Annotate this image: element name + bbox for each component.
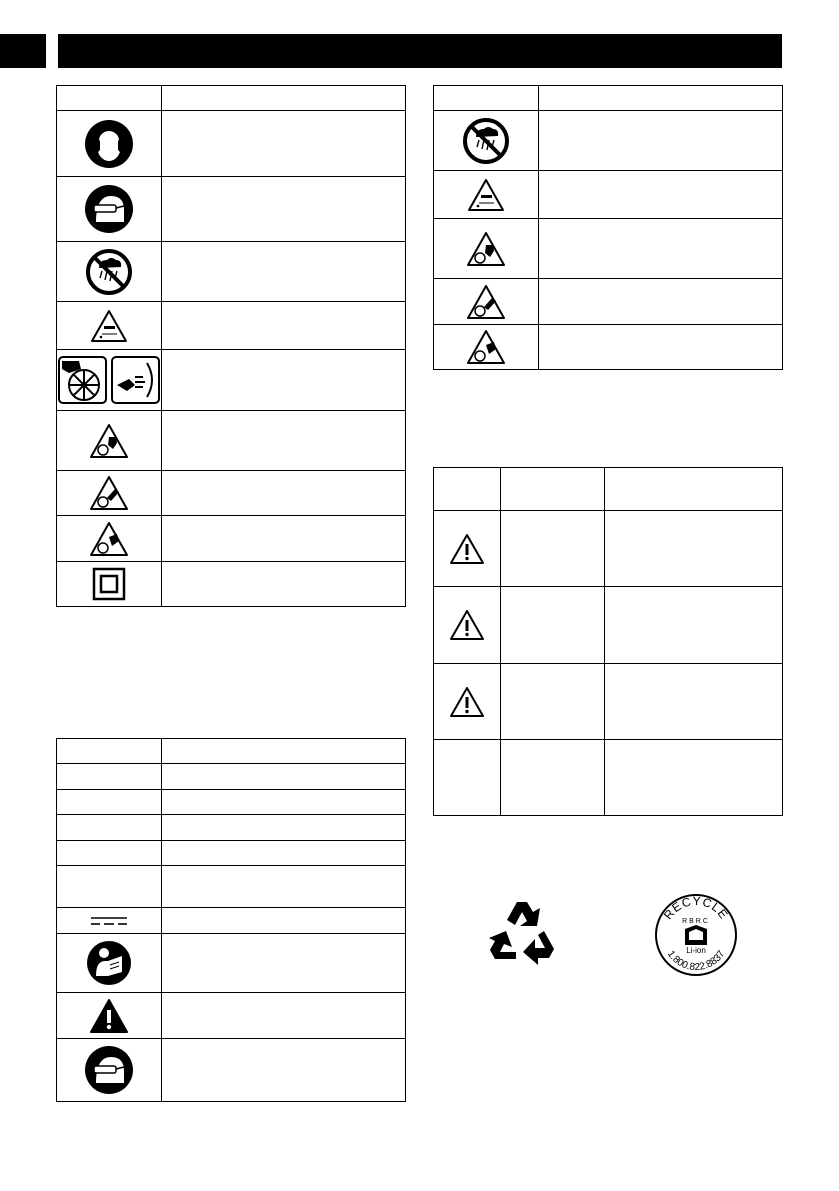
symbol-cell [434, 664, 501, 740]
symbol-cell [57, 790, 162, 815]
symbol-cell [57, 111, 162, 177]
table-row [434, 219, 783, 279]
table-row [434, 511, 783, 587]
table-header-row [57, 86, 406, 111]
symbol-cell [434, 587, 501, 664]
signal-words-table [433, 467, 783, 816]
warning-triangle-icon [449, 609, 485, 641]
blade-hand-hazard-icon [89, 475, 129, 511]
meaning-cell [539, 111, 783, 171]
eye-protection-icon [84, 184, 134, 234]
thrown-objects-distance-icon [90, 309, 128, 343]
meaning-cell [162, 934, 406, 993]
right-symbols-table [433, 85, 783, 370]
direct-current-icon [89, 916, 129, 926]
meaning-cell [162, 411, 406, 471]
safety-alert-icon [89, 998, 129, 1034]
rbrc-center-text: Li-ion [686, 946, 706, 955]
meaning-cell [162, 516, 406, 562]
symbol-cell [57, 562, 162, 607]
table-header-row [434, 468, 783, 511]
left-symbols-table [56, 85, 406, 607]
symbol-cell [57, 242, 162, 302]
signal-word-cell [501, 511, 605, 587]
table-row [57, 411, 406, 471]
table-row [434, 664, 783, 740]
symbol-cell [57, 908, 162, 934]
no-rain-icon [462, 117, 510, 165]
meaning-cell [162, 562, 406, 607]
meaning-cell [162, 790, 406, 815]
table-row [57, 242, 406, 302]
warning-triangle-icon [449, 686, 485, 718]
read-manual-icon [86, 940, 132, 986]
page-tab-marker [0, 34, 46, 68]
header-cell-meaning [162, 86, 406, 111]
header-cell-meaning [539, 86, 783, 111]
meaning-cell [539, 219, 783, 279]
rbrc-recycle-seal [654, 893, 738, 977]
header-cell-symbol [434, 86, 539, 111]
symbol-cell [57, 411, 162, 471]
units-table [56, 738, 406, 1102]
symbol-cell [434, 219, 539, 279]
header-cell-symbol [57, 739, 162, 764]
symbol-cell [57, 993, 162, 1039]
symbol-cell [434, 111, 539, 171]
no-rain-icon [85, 248, 133, 296]
table-row [57, 908, 406, 934]
table-row [57, 815, 406, 841]
symbol-cell [57, 934, 162, 993]
table-row [57, 790, 406, 815]
symbol-cell [434, 511, 501, 587]
table-header-row [434, 86, 783, 111]
table-row [434, 740, 783, 816]
signal-meaning-cell [605, 664, 783, 740]
symbol-cell [57, 516, 162, 562]
meaning-cell [162, 866, 406, 908]
table-row [434, 325, 783, 370]
signal-meaning-cell [605, 740, 783, 816]
fan-blade-hazard-icons [57, 355, 161, 405]
symbol-cell [434, 740, 501, 816]
meaning-cell [539, 171, 783, 219]
symbol-cell [57, 866, 162, 908]
table-row [434, 111, 783, 171]
blade-foot-hazard-icon [89, 521, 129, 557]
meaning-cell [162, 908, 406, 934]
eye-protection-icon [84, 1045, 134, 1095]
recycle-arrows-icon [480, 893, 562, 973]
table-row [434, 587, 783, 664]
symbol-cell [57, 177, 162, 242]
table-row [57, 1039, 406, 1102]
signal-meaning-cell [605, 511, 783, 587]
meaning-cell [162, 471, 406, 516]
table-row [57, 516, 406, 562]
meaning-cell [162, 302, 406, 350]
table-row [57, 471, 406, 516]
header-cell-signal [501, 468, 605, 511]
blade-hand-hazard-icon [466, 284, 506, 320]
table-row [434, 279, 783, 325]
thrown-objects-distance-icon [467, 178, 505, 212]
table-row [57, 993, 406, 1039]
meaning-cell [162, 841, 406, 866]
table-row [57, 841, 406, 866]
table-header-row [57, 739, 406, 764]
table-row [57, 562, 406, 607]
rbrc-middle-text: RBRC [682, 918, 710, 925]
meaning-cell [162, 993, 406, 1039]
meaning-cell [539, 279, 783, 325]
header-cell-symbol [57, 86, 162, 111]
symbol-cell [57, 841, 162, 866]
symbol-cell [434, 171, 539, 219]
symbol-cell [57, 471, 162, 516]
table-row [57, 111, 406, 177]
blade-body-hazard-icon [89, 423, 129, 459]
table-row [57, 764, 406, 790]
signal-word-cell [501, 740, 605, 816]
meaning-cell [162, 764, 406, 790]
symbol-cell [57, 302, 162, 350]
double-insulation-icon [92, 567, 126, 601]
header-cell-symbol [434, 468, 501, 511]
meaning-cell [539, 325, 783, 370]
blade-body-hazard-icon [466, 231, 506, 267]
warning-triangle-icon [449, 533, 485, 565]
blade-foot-hazard-icon [466, 329, 506, 365]
table-row [57, 934, 406, 993]
signal-word-cell [501, 664, 605, 740]
meaning-cell [162, 242, 406, 302]
signal-meaning-cell [605, 587, 783, 664]
table-row [57, 866, 406, 908]
table-row [57, 302, 406, 350]
header-cell-meaning [162, 739, 406, 764]
symbol-cell [434, 325, 539, 370]
meaning-cell [162, 111, 406, 177]
symbol-cell [57, 350, 162, 411]
rbrc-bottom-text: 1.800.822.8837 [664, 948, 728, 974]
table-row [57, 350, 406, 411]
meaning-cell [162, 1039, 406, 1102]
header-cell-meaning [605, 468, 783, 511]
meaning-cell [162, 177, 406, 242]
section-header-bar [58, 34, 782, 68]
meaning-cell [162, 815, 406, 841]
symbol-cell [57, 815, 162, 841]
symbol-cell [57, 1039, 162, 1102]
symbol-cell [434, 279, 539, 325]
hearing-protection-icon [84, 119, 134, 169]
table-row [57, 177, 406, 242]
symbol-cell [57, 764, 162, 790]
signal-word-cell [501, 587, 605, 664]
table-row [434, 171, 783, 219]
meaning-cell [162, 350, 406, 411]
rbrc-top-text: RECYCLE [660, 893, 732, 923]
